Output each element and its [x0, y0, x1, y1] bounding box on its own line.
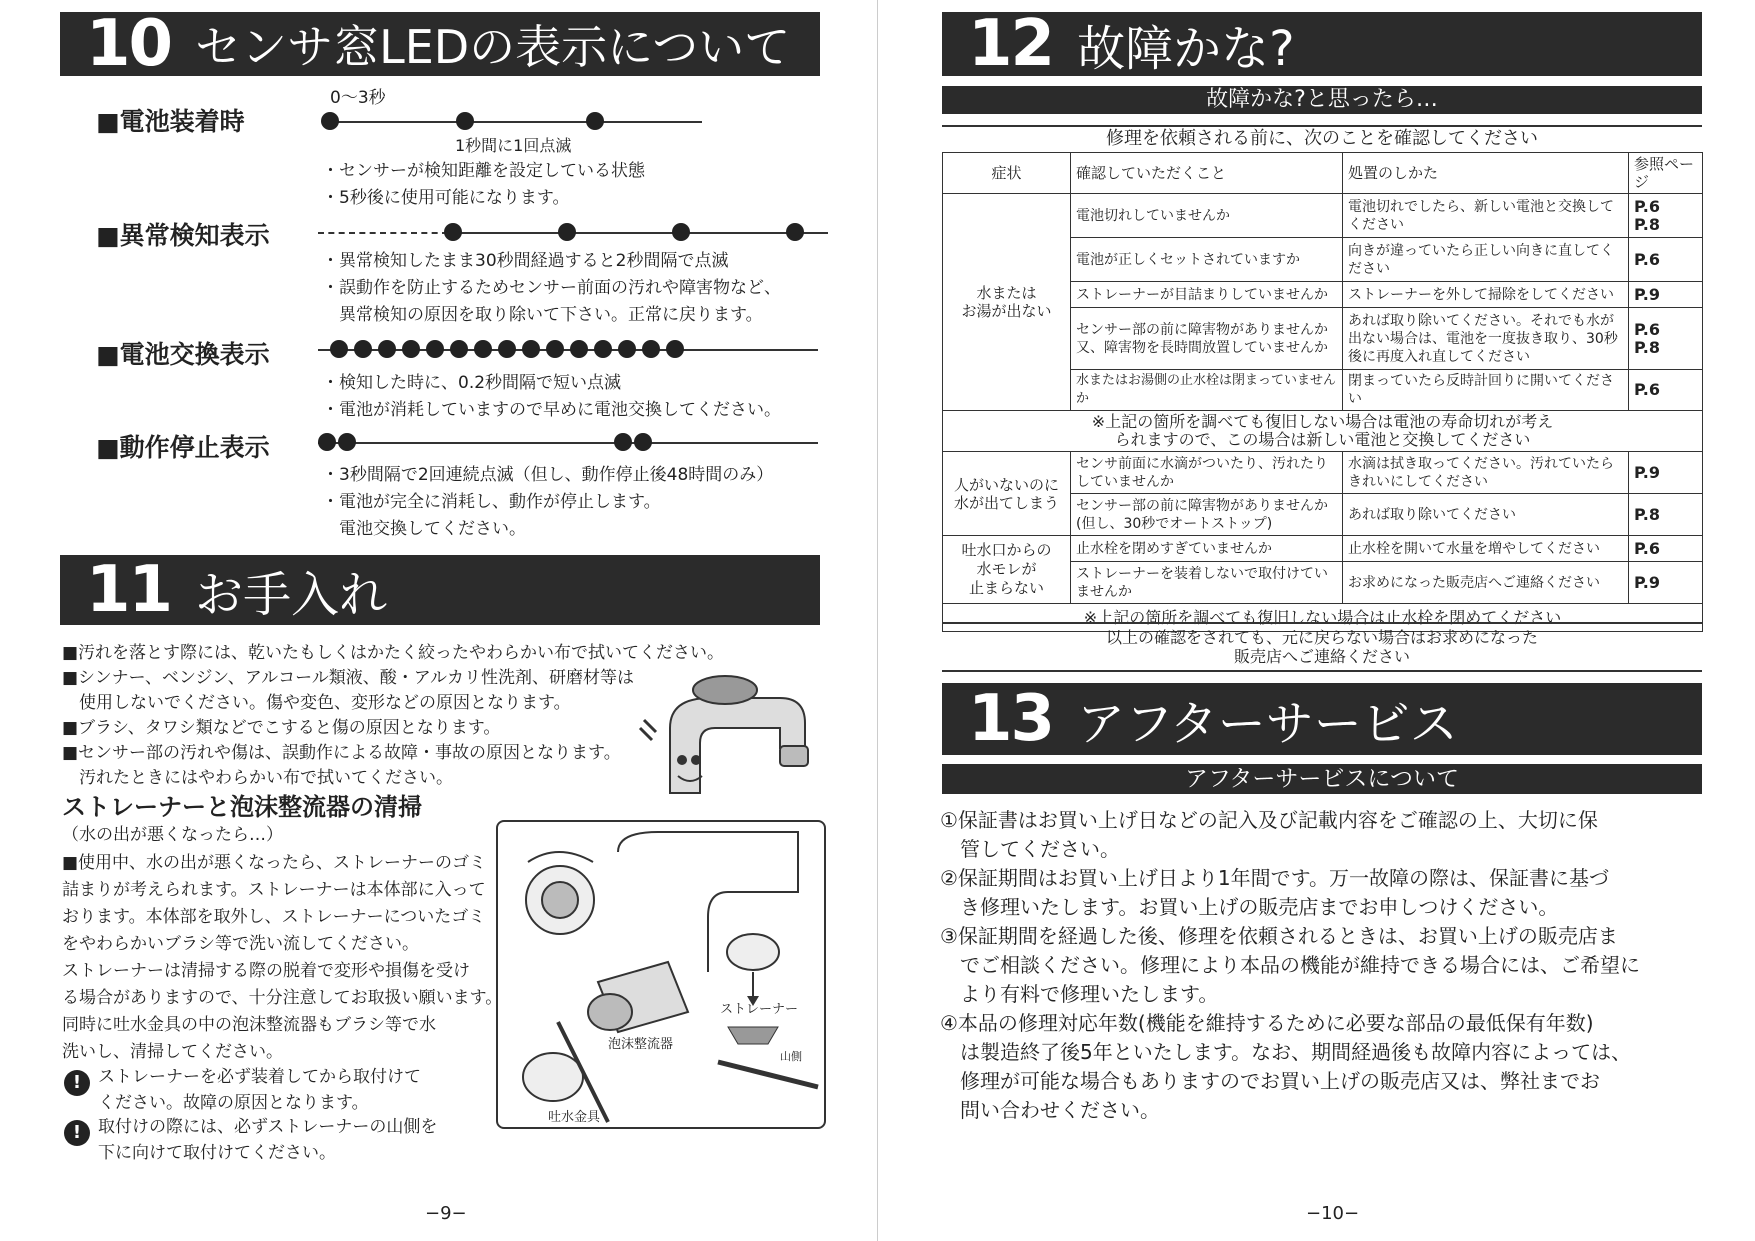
- check-cell: 止水栓を閉めすぎていませんか: [1071, 536, 1343, 562]
- page-ref-cell: P.6: [1629, 370, 1703, 411]
- final-note: 以上の確認をされても、元に戻らない場合はお求めになった 販売店へご連絡ください: [942, 622, 1702, 672]
- page-ref-cell: P.9: [1629, 452, 1703, 494]
- led-dot: [586, 112, 604, 130]
- check-cell: センサ前面に水滴がついたり、汚れたりしていませんか: [1071, 452, 1343, 494]
- section-11-header: [60, 555, 820, 625]
- led-dot: [634, 433, 652, 451]
- strainer-text: ストレーナーは清掃する際の脱着で変形や損傷を受け: [62, 961, 470, 981]
- stop-line: ・3秒間隔で2回連続点滅（但し、動作停止後48時間のみ）: [322, 465, 774, 485]
- strainer-text: をやわらかいブラシ等で洗い流してください。: [62, 934, 419, 954]
- action-cell: 閉まっていたら反時計回りに開いてください: [1343, 370, 1629, 411]
- strainer-text: 洗いし、清掃してください。: [62, 1042, 283, 1062]
- led-dot: [474, 340, 492, 358]
- led-dot: [450, 340, 468, 358]
- blink-caption: 1秒間に1回点滅: [455, 136, 572, 155]
- page-ref-cell: P.9: [1629, 562, 1703, 604]
- abnormal-line: 異常検知の原因を取り除いて下さい。正常に戻ります。: [322, 305, 763, 325]
- warning-text: 取付けの際には、必ずストレーナーの山側を: [98, 1117, 438, 1137]
- led-dot: [330, 340, 348, 358]
- led-dot: [594, 340, 612, 358]
- warning-text: ください。故障の原因となります。: [98, 1093, 369, 1113]
- strainer-text: 同時に吐水金具の中の泡沫整流器もブラシ等で水: [62, 1015, 436, 1035]
- care-bullet: ■センサー部の汚れや傷は、誤動作による故障・事故の原因となります。: [62, 743, 621, 763]
- page-number: −10−: [1306, 1203, 1360, 1224]
- col-header: 参照ページ: [1629, 153, 1703, 194]
- service-line: より有料で修理いたします。: [940, 982, 1219, 1006]
- action-cell: ストレーナーを外して掃除をしてください: [1343, 282, 1629, 308]
- service-line: 修理が可能な場合もありますのでお買い上げの販売店又は、弊社までお: [940, 1069, 1600, 1093]
- warning-text: ストレーナーを必ず装着してから取付けて: [98, 1067, 421, 1087]
- battery-on-label: ■電池装着時: [96, 107, 245, 136]
- valve-note-row: ※上記の箇所を調べても復旧しない場合は止水栓を閉めてください: [943, 604, 1703, 632]
- diagram-label-strainer: ストレーナー: [720, 1002, 799, 1017]
- col-header: 処置のしかた: [1343, 153, 1629, 194]
- battery-change-line: ・検知した時に、0.2秒間隔で短い点滅: [322, 373, 622, 393]
- faucet-mascot-illustration: [630, 668, 820, 808]
- after-service-list: [940, 806, 1710, 1125]
- section-number: 10: [86, 7, 172, 81]
- service-line: は製造終了後5年といたします。なお、期間経過後も故障内容によっては、: [940, 1040, 1632, 1064]
- led-dot: [426, 340, 444, 358]
- led-timeline-dashed: [318, 232, 448, 234]
- battery-on-line: ・5秒後に使用可能になります。: [322, 188, 570, 208]
- col-header: 確認していただくこと: [1071, 153, 1343, 194]
- service-line: ①保証書はお買い上げ日などの記入及び記載内容をご確認の上、大切に保: [940, 808, 1598, 832]
- stop-line: ・電池が完全に消耗し、動作が停止します。: [322, 492, 661, 512]
- led-timeline: [318, 442, 818, 444]
- battery-change-label: ■電池交換表示: [96, 340, 270, 369]
- care-bullet: ■シンナー、ベンジン、アルコール類液、酸・アルカリ性洗剤、研磨材等は: [62, 668, 635, 688]
- section-title: センサ窓LEDの表示について: [195, 20, 791, 74]
- led-dot: [786, 223, 804, 241]
- section-10-header: [60, 7, 820, 81]
- led-dot: [318, 433, 336, 451]
- faucet-diagram-drawing: [498, 822, 824, 1127]
- led-dot: [378, 340, 396, 358]
- check-cell: ストレーナーが目詰まりしていませんか: [1071, 282, 1343, 308]
- care-bullet: ■汚れを落とす際には、乾いたもしくはかたく絞ったやわらかい布で拭いてください。: [62, 643, 725, 663]
- strainer-text: おります。本体部を取外し、ストレーナーについたゴミ: [62, 907, 486, 927]
- section-number: 13: [968, 682, 1054, 756]
- section-title: 故障かな?: [1077, 20, 1295, 77]
- section-12-header: [942, 7, 1702, 81]
- col-header: 症状: [943, 153, 1071, 194]
- led-dot: [321, 112, 339, 130]
- strainer-text: ■使用中、水の出が悪くなったら、ストレーナーのゴミ: [62, 853, 487, 873]
- diagram-label-aerator: 泡沫整流器: [608, 1037, 674, 1052]
- page-ref-cell: P.6: [1629, 536, 1703, 562]
- care-bullet: 使用しないでください。傷や変色、変形などの原因となります。: [62, 693, 571, 713]
- action-cell: 止水栓を開いて水量を増やしてください: [1343, 536, 1629, 562]
- service-line: ④本品の修理対応年数(機能を維持するために必要な部品の最低保有年数): [940, 1011, 1594, 1035]
- service-line: ③保証期間を経過した後、修理を依頼されるときは、お買い上げの販売店ま: [940, 924, 1618, 948]
- battery-change-line: ・電池が消耗していますので早めに電池交換してください。: [322, 400, 781, 420]
- led-dot: [618, 340, 636, 358]
- section-title: アフターサービス: [1077, 695, 1458, 752]
- diagram-label-spout: 吐水金具: [548, 1110, 601, 1125]
- strainer-diagram: [496, 820, 826, 1129]
- page-ref-cell: P.6: [1629, 238, 1703, 282]
- led-dot: [444, 223, 462, 241]
- section-title: お手入れ: [195, 566, 388, 623]
- check-cell: ストレーナーを装着しないで取付けていませんか: [1071, 562, 1343, 604]
- action-cell: あれば取り除いてください。それでも水が出ない場合は、電池を一度抜き取り、30秒後に再度入れ直してください: [1343, 308, 1629, 370]
- led-dot: [672, 223, 690, 241]
- page-number: −9−: [425, 1203, 467, 1224]
- strainer-text: る場合がありますので、十分注意してお取扱い願います。: [62, 988, 503, 1008]
- strainer-title: ストレーナーと泡沫整流器の清掃: [62, 793, 422, 821]
- led-dot: [402, 340, 420, 358]
- section-13-header: [942, 683, 1702, 755]
- led-dot: [570, 340, 588, 358]
- service-line: 問い合わせください。: [940, 1098, 1160, 1122]
- troubleshoot-table: [942, 152, 1703, 632]
- action-cell: あれば取り除いてください: [1343, 494, 1629, 536]
- led-dot: [642, 340, 660, 358]
- diagram-label-mountain: 山側: [780, 1050, 802, 1063]
- page-ref-cell: P.6 P.8: [1629, 308, 1703, 370]
- led-dot: [666, 340, 684, 358]
- led-dot: [498, 340, 516, 358]
- check-cell: 電池切れしていませんか: [1071, 194, 1343, 238]
- battery-on-line: ・センサーが検知距離を設定している状態: [322, 161, 645, 181]
- action-cell: 水滴は拭き取ってください。汚れていたらきれいにしてください: [1343, 452, 1629, 494]
- after-service-subheader: アフターサービスについて: [942, 764, 1702, 794]
- led-dot: [522, 340, 540, 358]
- battery-note-row: ※上記の箇所を調べても復旧しない場合は電池の寿命切れが考え られますので、この場合は新しい電池と交換してください: [943, 411, 1703, 452]
- led-timeline: [448, 232, 828, 234]
- led-timeline: [322, 121, 702, 123]
- action-cell: 向きが違っていたら正しい向きに直してください: [1343, 238, 1629, 282]
- symptom-cell: 吐水口からの 水モレが 止まらない: [943, 536, 1071, 604]
- service-line: き修理いたします。お買い上げの販売店までお申しつけください。: [940, 895, 1559, 919]
- care-bullet: 汚れたときにはやわらかい布で拭いてください。: [62, 768, 453, 788]
- troubleshoot-caption: 修理を依頼される前に、次のことを確認してください: [942, 125, 1702, 151]
- strainer-text: 詰まりが考えられます。ストレーナーは本体部に入って: [62, 880, 486, 900]
- stop-line: 電池交換してください。: [322, 519, 526, 539]
- symptom-cell: 人がいないのに 水が出てしまう: [943, 452, 1071, 536]
- led-dot: [558, 223, 576, 241]
- warning-icon: !: [64, 1120, 90, 1146]
- troubleshoot-subheader: 故障かな?と思ったら…: [942, 86, 1702, 114]
- warning-text: 下に向けて取付けてください。: [98, 1143, 336, 1163]
- page-ref-cell: P.8: [1629, 494, 1703, 536]
- action-cell: お求めになった販売店へご連絡ください: [1343, 562, 1629, 604]
- check-cell: 水またはお湯側の止水栓は閉まっていませんか: [1071, 370, 1343, 411]
- abnormal-label: ■異常検知表示: [96, 221, 270, 250]
- care-bullet: ■ブラシ、タワシ類などでこすると傷の原因となります。: [62, 718, 501, 738]
- abnormal-line: ・異常検知したまま30秒間経過すると2秒間隔で点滅: [322, 251, 729, 271]
- section-number: 12: [968, 7, 1054, 81]
- led-dot: [614, 433, 632, 451]
- service-line: ②保証期間はお買い上げ日より1年間です。万一故障の際は、保証書に基づ: [940, 866, 1610, 890]
- right-page: [878, 0, 1755, 1241]
- led-dot: [546, 340, 564, 358]
- check-cell: 電池が正しくセットされていますか: [1071, 238, 1343, 282]
- page-ref-cell: P.9: [1629, 282, 1703, 308]
- service-line: 管してください。: [940, 837, 1120, 861]
- stop-label: ■動作停止表示: [96, 433, 270, 462]
- led-dot: [354, 340, 372, 358]
- action-cell: 電池切れでしたら、新しい電池と交換してください: [1343, 194, 1629, 238]
- page-ref-cell: P.6 P.8: [1629, 194, 1703, 238]
- section-number: 11: [86, 553, 172, 627]
- abnormal-line: ・誤動作を防止するためセンサー前面の汚れや障害物など、: [322, 278, 781, 298]
- warning-icon: !: [64, 1070, 90, 1096]
- strainer-subtitle: （水の出が悪くなったら…）: [62, 825, 283, 845]
- led-dot: [456, 112, 474, 130]
- check-cell: センサー部の前に障害物がありませんか 又、障害物を長時間放置していませんか: [1071, 308, 1343, 370]
- symptom-cell: 水または お湯が出ない: [943, 194, 1071, 411]
- service-line: でご相談ください。修理により本品の機能が維持できる場合には、ご希望に: [940, 953, 1640, 977]
- led-dot: [338, 433, 356, 451]
- check-cell: センサー部の前に障害物がありませんか (但し、30秒でオートストップ): [1071, 494, 1343, 536]
- timer-label: 0〜3秒: [330, 88, 386, 108]
